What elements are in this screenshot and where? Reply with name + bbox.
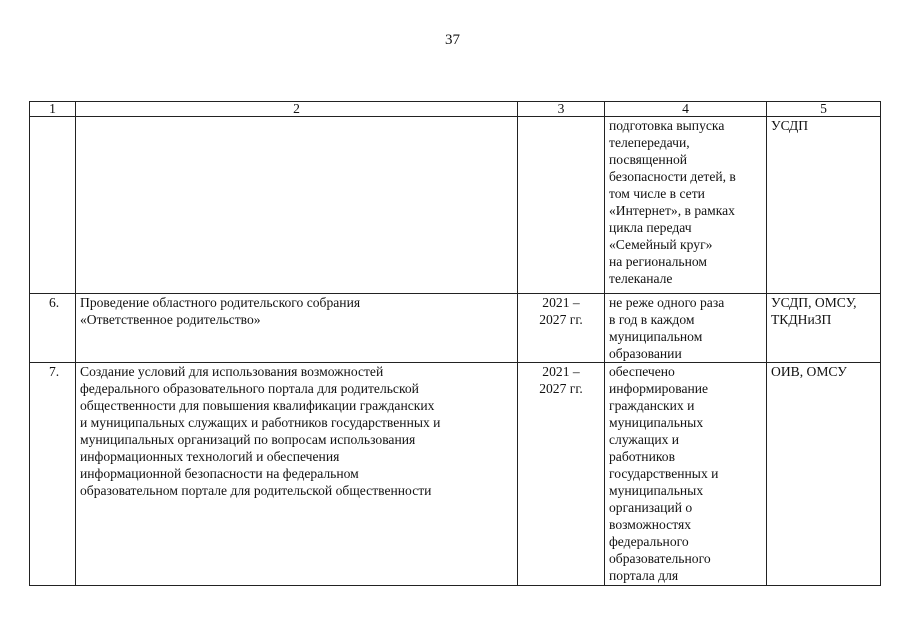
header-cell: 1	[30, 102, 76, 117]
table-row	[30, 294, 881, 363]
table-row	[30, 363, 881, 586]
row-number-cell	[30, 117, 76, 294]
activity-cell: Создание условий для использования возможностей федерального образовательного портала для родительской общественности для повышения квалификации гражданских и муниципальных служащих и работников государственных и муниципальных организаций по вопросам использования информационных технологий и обеспечения информационной безопасности на федеральном образовательном портале для родительской общественности	[76, 363, 518, 586]
header-cell: 2	[76, 102, 518, 117]
result-cell: обеспечено информирование гражданских и муниципальных служащих и работников государственных и муниципальных организаций о возможностях федерального образовательного портала для	[605, 363, 767, 586]
row-number-cell: 7.	[30, 363, 76, 586]
executors-cell: УСДП	[767, 117, 881, 294]
period-cell	[518, 117, 605, 294]
page-number: 37	[445, 32, 460, 48]
table-row	[30, 117, 881, 294]
period-cell: 2021 – 2027 гг.	[518, 294, 605, 363]
result-cell: подготовка выпуска телепередачи, посвященной безопасности детей, в том числе в сети «Интернет», в рамках цикла передач «Семейный круг» на региональном телеканале	[605, 117, 767, 294]
activity-cell: Проведение областного родительского собрания «Ответственное родительство»	[76, 294, 518, 363]
executors-cell: УСДП, ОМСУ, ТКДНиЗП	[767, 294, 881, 363]
executors-cell: ОИВ, ОМСУ	[767, 363, 881, 586]
result-cell: не реже одного раза в год в каждом муниципальном образовании	[605, 294, 767, 363]
measures-table	[29, 101, 881, 586]
period-cell: 2021 – 2027 гг.	[518, 363, 605, 586]
header-cell: 3	[518, 102, 605, 117]
row-number-cell: 6.	[30, 294, 76, 363]
header-cell: 5	[767, 102, 881, 117]
header-cell: 4	[605, 102, 767, 117]
table-header-row	[30, 102, 881, 117]
activity-cell	[76, 117, 518, 294]
